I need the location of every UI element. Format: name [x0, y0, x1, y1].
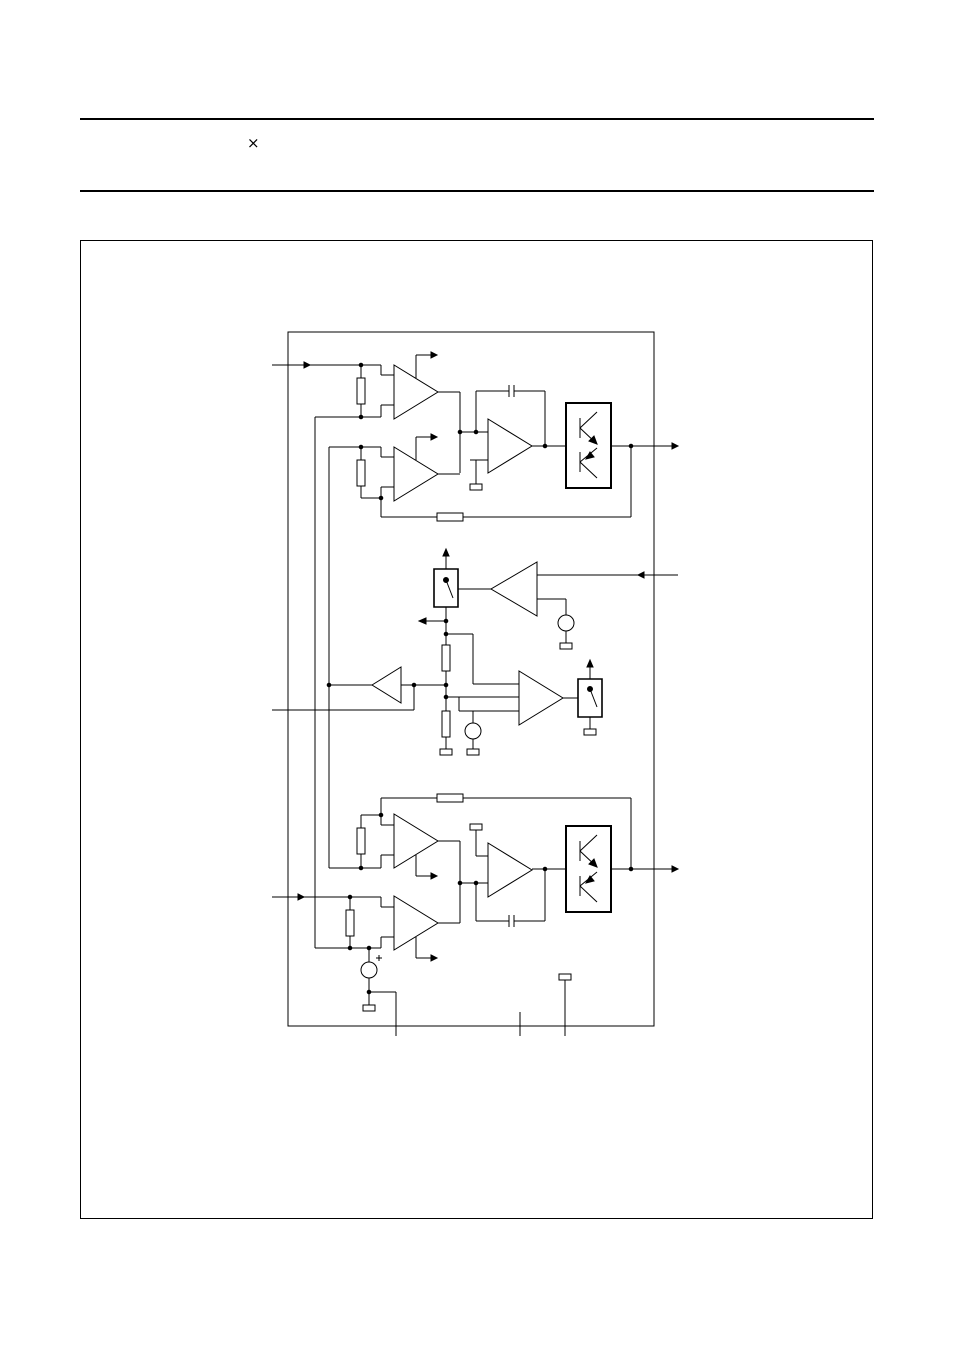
upper-amp1-output-arrow — [431, 352, 437, 358]
lower-loop-resistor — [437, 794, 463, 802]
lower-output-arrow — [672, 866, 678, 872]
upper-input-arrow — [304, 362, 310, 368]
control-current-source-2 — [465, 723, 481, 739]
lower-summing-amplifier — [488, 843, 532, 897]
lower-channel — [272, 794, 678, 1036]
control-section — [272, 549, 678, 755]
lower-input-arrow — [298, 894, 304, 900]
header-times-symbol: × — [247, 134, 260, 152]
control-reference-pin-4 — [584, 729, 596, 735]
upper-output-stage — [566, 403, 611, 488]
lower-reference-pin — [470, 824, 482, 830]
ladder-resistor-1 — [442, 645, 450, 671]
upper-reference-pin — [470, 484, 482, 490]
upper-feedback-resistor — [357, 460, 365, 486]
control-switch-2 — [578, 679, 602, 717]
control-comparator — [491, 562, 537, 616]
control-reference-pin-3 — [467, 749, 479, 755]
control-input-arrow — [638, 572, 644, 578]
control-buffer-amplifier — [372, 667, 401, 703]
control-reference-pin-1 — [560, 643, 572, 649]
ladder-resistor-2 — [442, 711, 450, 737]
control-reference-pin-2 — [440, 749, 452, 755]
upper-channel — [272, 352, 678, 521]
upper-input-resistor — [357, 378, 365, 404]
lower-feedback-resistor — [357, 828, 365, 854]
lower-output-stage — [566, 826, 611, 912]
control-switch-1 — [434, 569, 458, 607]
upper-output-arrow — [672, 443, 678, 449]
control-current-source-1 — [558, 615, 574, 631]
bias-reference-pin — [363, 1005, 375, 1011]
bias-current-source — [361, 962, 377, 978]
control-comparator-2 — [519, 671, 563, 725]
supply-reference-pin — [559, 974, 571, 980]
lower-input-resistor — [346, 910, 354, 936]
upper-summing-amplifier — [488, 419, 532, 473]
upper-loop-resistor — [437, 513, 463, 521]
